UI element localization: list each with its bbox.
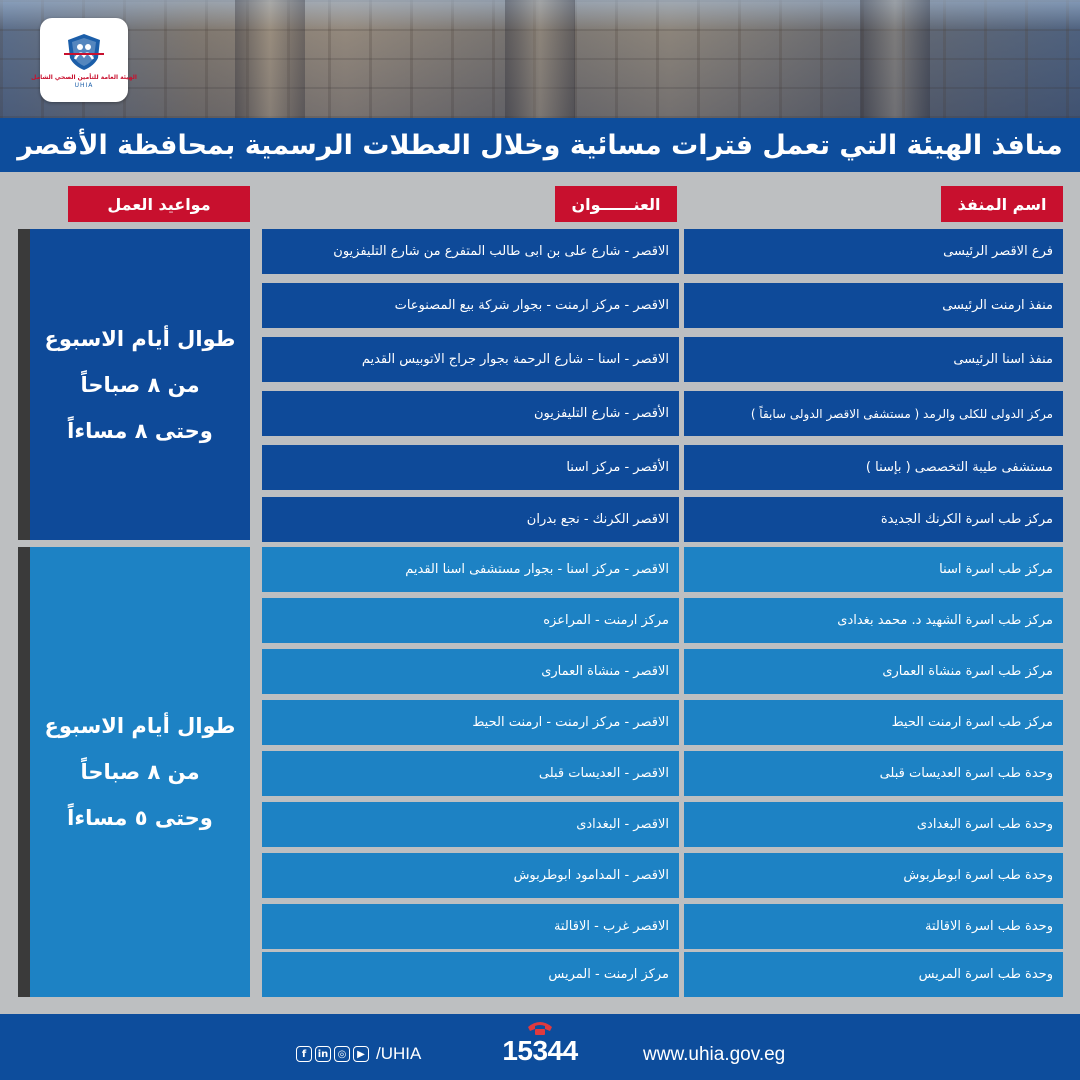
outlet-name: مركز طب اسرة ارمنت الحيط xyxy=(684,700,1063,745)
logo-abbr: UHIA xyxy=(74,81,94,89)
column-header-address: العنــــــوان xyxy=(555,186,677,222)
outlet-address: الاقصر - البغدادى xyxy=(262,802,679,847)
hours-days: طوال أيام الاسبوع xyxy=(44,714,236,738)
column-header-name: اسم المنفذ xyxy=(941,186,1063,222)
footer-bar xyxy=(0,1014,1080,1080)
hotline xyxy=(500,1020,580,1066)
outlet-name: وحدة طب اسرة ابوطربوش xyxy=(684,853,1063,898)
linkedin-icon[interactable]: in xyxy=(315,1046,331,1062)
outlet-address: الاقصر غرب - الاقالتة xyxy=(262,904,679,949)
outlet-address: الاقصر - العديسات قبلى xyxy=(262,751,679,796)
outlet-name: منفذ اسنا الرئيسى xyxy=(684,337,1063,382)
social-handle[interactable]: /UHIA xyxy=(376,1044,422,1063)
outlet-address: الاقصر - المدامود ابوطربوش xyxy=(262,853,679,898)
hours-to: وحتى ٥ مساءاً xyxy=(67,806,213,830)
temple-column xyxy=(505,0,575,118)
outlet-name: مركز طب اسرة الشهيد د. محمد بغدادى xyxy=(684,598,1063,643)
hours-from: من ٨ صباحاً xyxy=(80,372,200,397)
outlet-address: الأقصر - شارع التليفزيون xyxy=(262,391,679,436)
outlet-name: مركز طب اسرة منشاة العمارى xyxy=(684,649,1063,694)
outlet-name: مركز طب اسرة اسنا xyxy=(684,547,1063,592)
outlet-address: الاقصر الكرنك - نجع بدران xyxy=(262,497,679,542)
hours-to: وحتى ٨ مساءاً xyxy=(67,418,213,443)
outlet-address: مركز ارمنت - المراعزه xyxy=(262,598,679,643)
column-header-hours: مواعيد العمل xyxy=(68,186,250,222)
outlet-address: الاقصر - مركز ارمنت - ارمنت الحيط xyxy=(262,700,679,745)
outlet-address: الاقصر - اسنا – شارع الرحمة بجوار جراج الاتوبيس القديم xyxy=(262,337,679,382)
hero-banner-image xyxy=(0,0,1080,118)
hours-from: من ٨ صباحاً xyxy=(80,760,200,784)
outlet-name: وحدة طب اسرة العديسات قبلى xyxy=(684,751,1063,796)
outlet-name: وحدة طب اسرة المريس xyxy=(684,952,1063,997)
youtube-icon[interactable]: ▶ xyxy=(353,1046,369,1062)
social-links xyxy=(296,1044,421,1064)
outlet-name: منفذ ارمنت الرئيسى xyxy=(684,283,1063,328)
page-title: منافذ الهيئة التي تعمل فترات مسائية وخلال العطلات الرسمية بمحافظة الأقصر xyxy=(17,129,1063,161)
outlet-address: الاقصر - منشاة العمارى xyxy=(262,649,679,694)
outlet-name: مركز الدولى للكلى والرمد ( مستشفى الاقصر الدولى سابقاً ) xyxy=(684,391,1063,436)
outlet-name: وحدة طب اسرة البغدادى xyxy=(684,802,1063,847)
hours-days: طوال أيام الاسبوع xyxy=(44,326,236,351)
outlet-name: وحدة طب اسرة الاقالتة xyxy=(684,904,1063,949)
outlet-name: مركز طب اسرة الكرنك الجديدة xyxy=(684,497,1063,542)
temple-column xyxy=(235,0,305,118)
outlet-address: الاقصر - شارع على بن ابى طالب المتفرع من شارع التليفزيون xyxy=(262,229,679,274)
website-link[interactable]: www.uhia.gov.eg xyxy=(643,1044,786,1065)
facebook-icon[interactable]: f xyxy=(296,1046,312,1062)
uhia-logo xyxy=(31,18,137,102)
outlet-name: مستشفى طيبة التخصصى ( بإسنا ) xyxy=(684,445,1063,490)
outlet-name: فرع الاقصر الرئيسى xyxy=(684,229,1063,274)
title-bar xyxy=(0,118,1080,172)
hotline-number[interactable]: 15344 xyxy=(502,1035,578,1066)
shield-logo-icon xyxy=(64,32,104,72)
hours-block-evening xyxy=(18,229,250,540)
instagram-icon[interactable]: ◎ xyxy=(334,1046,350,1062)
phone-icon xyxy=(526,1020,554,1036)
logo-text: الهيئة العامة للتأمين الصحي الشامل xyxy=(31,73,137,81)
outlet-address: مركز ارمنت - المريس xyxy=(262,952,679,997)
temple-column xyxy=(860,0,930,118)
hours-block-day xyxy=(18,547,250,997)
outlet-address: الأقصر - مركز اسنا xyxy=(262,445,679,490)
outlet-address: الاقصر - مركز ارمنت - بجوار شركة بيع المصنوعات xyxy=(262,283,679,328)
outlet-address: الاقصر - مركز اسنا - بجوار مستشفى اسنا القديم xyxy=(262,547,679,592)
